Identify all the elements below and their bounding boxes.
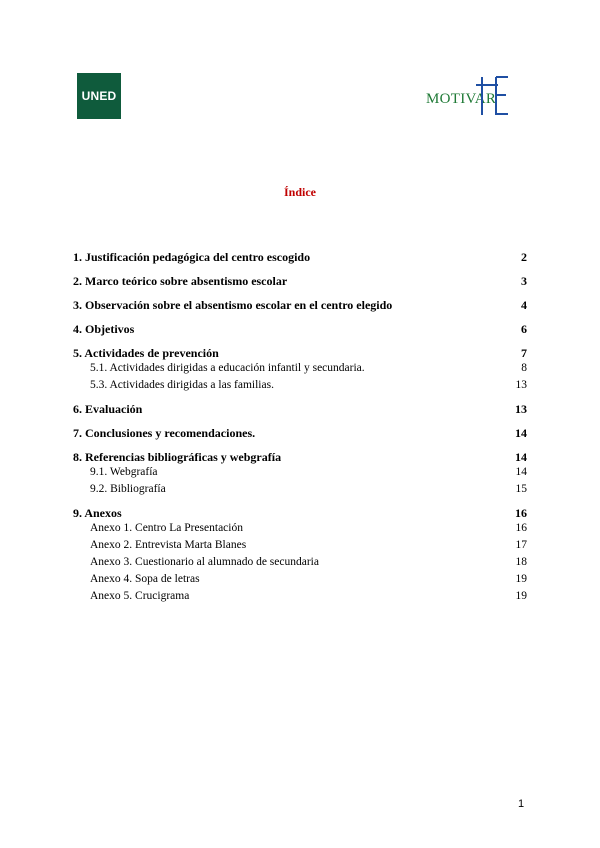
toc-entry[interactable] [73,250,527,274]
toc-subentry[interactable] [73,538,527,555]
toc-subentry[interactable] [73,572,527,589]
toc-entry-page: 13 [515,402,527,416]
toc-subentry-page: 19 [515,590,527,602]
toc-spacer [73,395,527,402]
toc-entry[interactable] [73,506,527,521]
toc-subentry[interactable] [73,521,527,538]
toc-subentry-page: 13 [515,379,527,391]
toc-entry[interactable] [73,426,527,450]
toc-spacer [73,499,527,506]
toc-entry-page: 6 [521,322,527,336]
toc-subentry-page: 16 [515,522,527,534]
toc-subentry-page: 19 [515,573,527,585]
toc-subentry-page: 17 [515,539,527,551]
page-number: 1 [518,798,525,810]
toc-entry-page: 14 [515,450,527,464]
toc-entry-label: 8. Referencias bibliográficas y webgrafía [73,450,282,464]
toc-entry-page: 16 [515,506,527,520]
toc-entry[interactable] [73,322,527,346]
toc-subentry-page: 15 [515,483,527,495]
toc-entry-label: 2. Marco teórico sobre absentismo escolar [73,274,288,288]
toc-entry-page: 14 [515,426,527,440]
toc-subentry-label: Anexo 2. Entrevista Marta Blanes [90,539,247,551]
toc-entry[interactable] [73,298,527,322]
toc-entry-page: 4 [521,298,527,312]
toc-subentry-label: Anexo 1. Centro La Presentación [90,522,243,534]
toc-entry-page: 7 [521,346,527,360]
toc-subentry-label: 9.2. Bibliografía [90,483,166,495]
toc-subentry-label: Anexo 3. Cuestionario al alumnado de secundaria [90,556,319,568]
toc-subentry[interactable] [73,465,527,482]
toc-entry-label: 9. Anexos [73,506,122,520]
motivar-logo-text: MOTIVAR [426,91,497,107]
toc-subentry-page: 18 [515,556,527,568]
toc-subentry-page: 14 [515,466,527,478]
motivarte-logo [426,73,526,118]
uned-logo [77,73,121,119]
toc-entry[interactable] [73,274,527,298]
toc-subentry[interactable] [73,378,527,395]
toc-subentry[interactable] [73,482,527,499]
toc-entry-page: 2 [521,250,527,264]
toc-subentry-page: 8 [521,362,527,374]
toc-entry[interactable] [73,402,527,426]
table-of-contents [73,250,527,613]
toc-subentry[interactable] [73,361,527,378]
toc-subentry-label: 5.3. Actividades dirigidas a las familias. [90,379,274,391]
toc-subentry-label: 5.1. Actividades dirigidas a educación infantil y secundaria. [90,362,365,374]
toc-entry-label: 6. Evaluación [73,402,143,416]
page-title: Índice [283,185,316,199]
toc-subentry-label: 9.1. Webgrafía [90,466,158,478]
uned-logo-text: UNED [81,89,117,103]
toc-entry-label: 7. Conclusiones y recomendaciones. [73,426,256,440]
toc-entry[interactable] [73,346,527,361]
toc-subentry-label: Anexo 5. Crucigrama [90,590,190,602]
toc-entry[interactable] [73,450,527,465]
toc-subentry[interactable] [73,589,527,606]
toc-entry-page: 3 [521,274,527,288]
toc-subentry-label: Anexo 4. Sopa de letras [90,573,200,585]
toc-subentry[interactable] [73,555,527,572]
te-logo-mark [472,73,524,118]
toc-entry-label: 5. Actividades de prevención [73,346,219,360]
toc-spacer [73,606,527,613]
toc-entry-label: 1. Justificación pedagógica del centro escogido [73,250,311,264]
toc-entry-label: 3. Observación sobre el absentismo escolar en el centro elegido [73,298,393,312]
toc-entry-label: 4. Objetivos [73,322,135,336]
